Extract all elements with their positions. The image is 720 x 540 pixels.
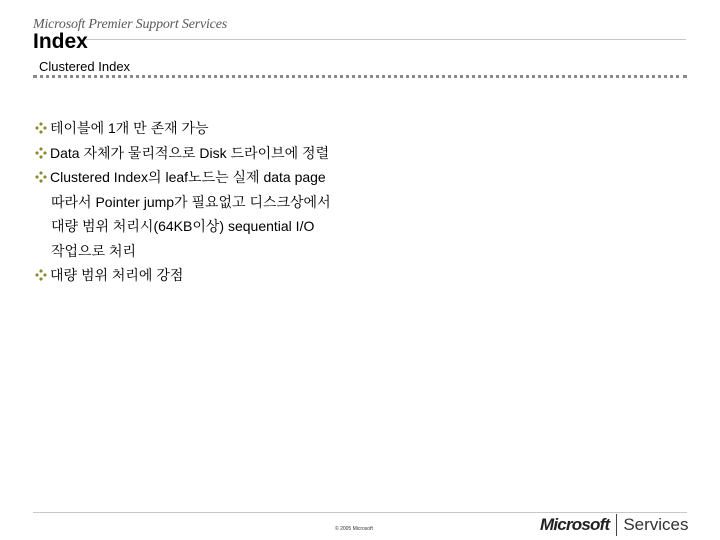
page-subtitle: Clustered Index — [39, 59, 131, 74]
bullet-text: 대량 범위 처리에 강점 — [50, 267, 184, 283]
dotted-divider — [33, 75, 687, 78]
microsoft-services-logo — [540, 510, 689, 540]
diamond-bullet-icon — [34, 268, 50, 282]
diamond-bullet-icon — [34, 146, 50, 160]
bullet-list — [34, 116, 674, 288]
diamond-bullet-icon — [34, 121, 50, 135]
bullet-item — [34, 165, 674, 190]
bullet-text: 테이블에 1개 만 존재 가능 — [50, 120, 209, 136]
logo-brand: Microsoft — [540, 515, 610, 534]
logo-divider — [616, 514, 617, 536]
bullet-item — [34, 116, 674, 141]
diamond-bullet-icon — [34, 170, 50, 184]
bullet-item — [34, 141, 674, 166]
bullet-continuation: 따라서 Pointer jump가 필요없고 디스크상에서 — [51, 193, 331, 210]
title-rule — [86, 39, 686, 40]
page-title: Index — [33, 30, 88, 53]
copyright-text: © 2005 Microsoft — [335, 526, 373, 532]
bullet-text: Data 자체가 물리적으로 Disk 드라이브에 정렬 — [50, 144, 330, 161]
bullet-continuation: 대량 범위 처리시(64KB이상) sequential I/O — [51, 218, 315, 234]
logo-services: Services — [623, 515, 689, 534]
bullet-item — [34, 263, 674, 288]
bullet-text: Clustered Index의 leaf노드는 실제 data page — [50, 169, 326, 185]
bullet-continuation: 작업으로 처리 — [51, 242, 137, 259]
header-brand: Microsoft Premier Support Services — [33, 17, 227, 32]
